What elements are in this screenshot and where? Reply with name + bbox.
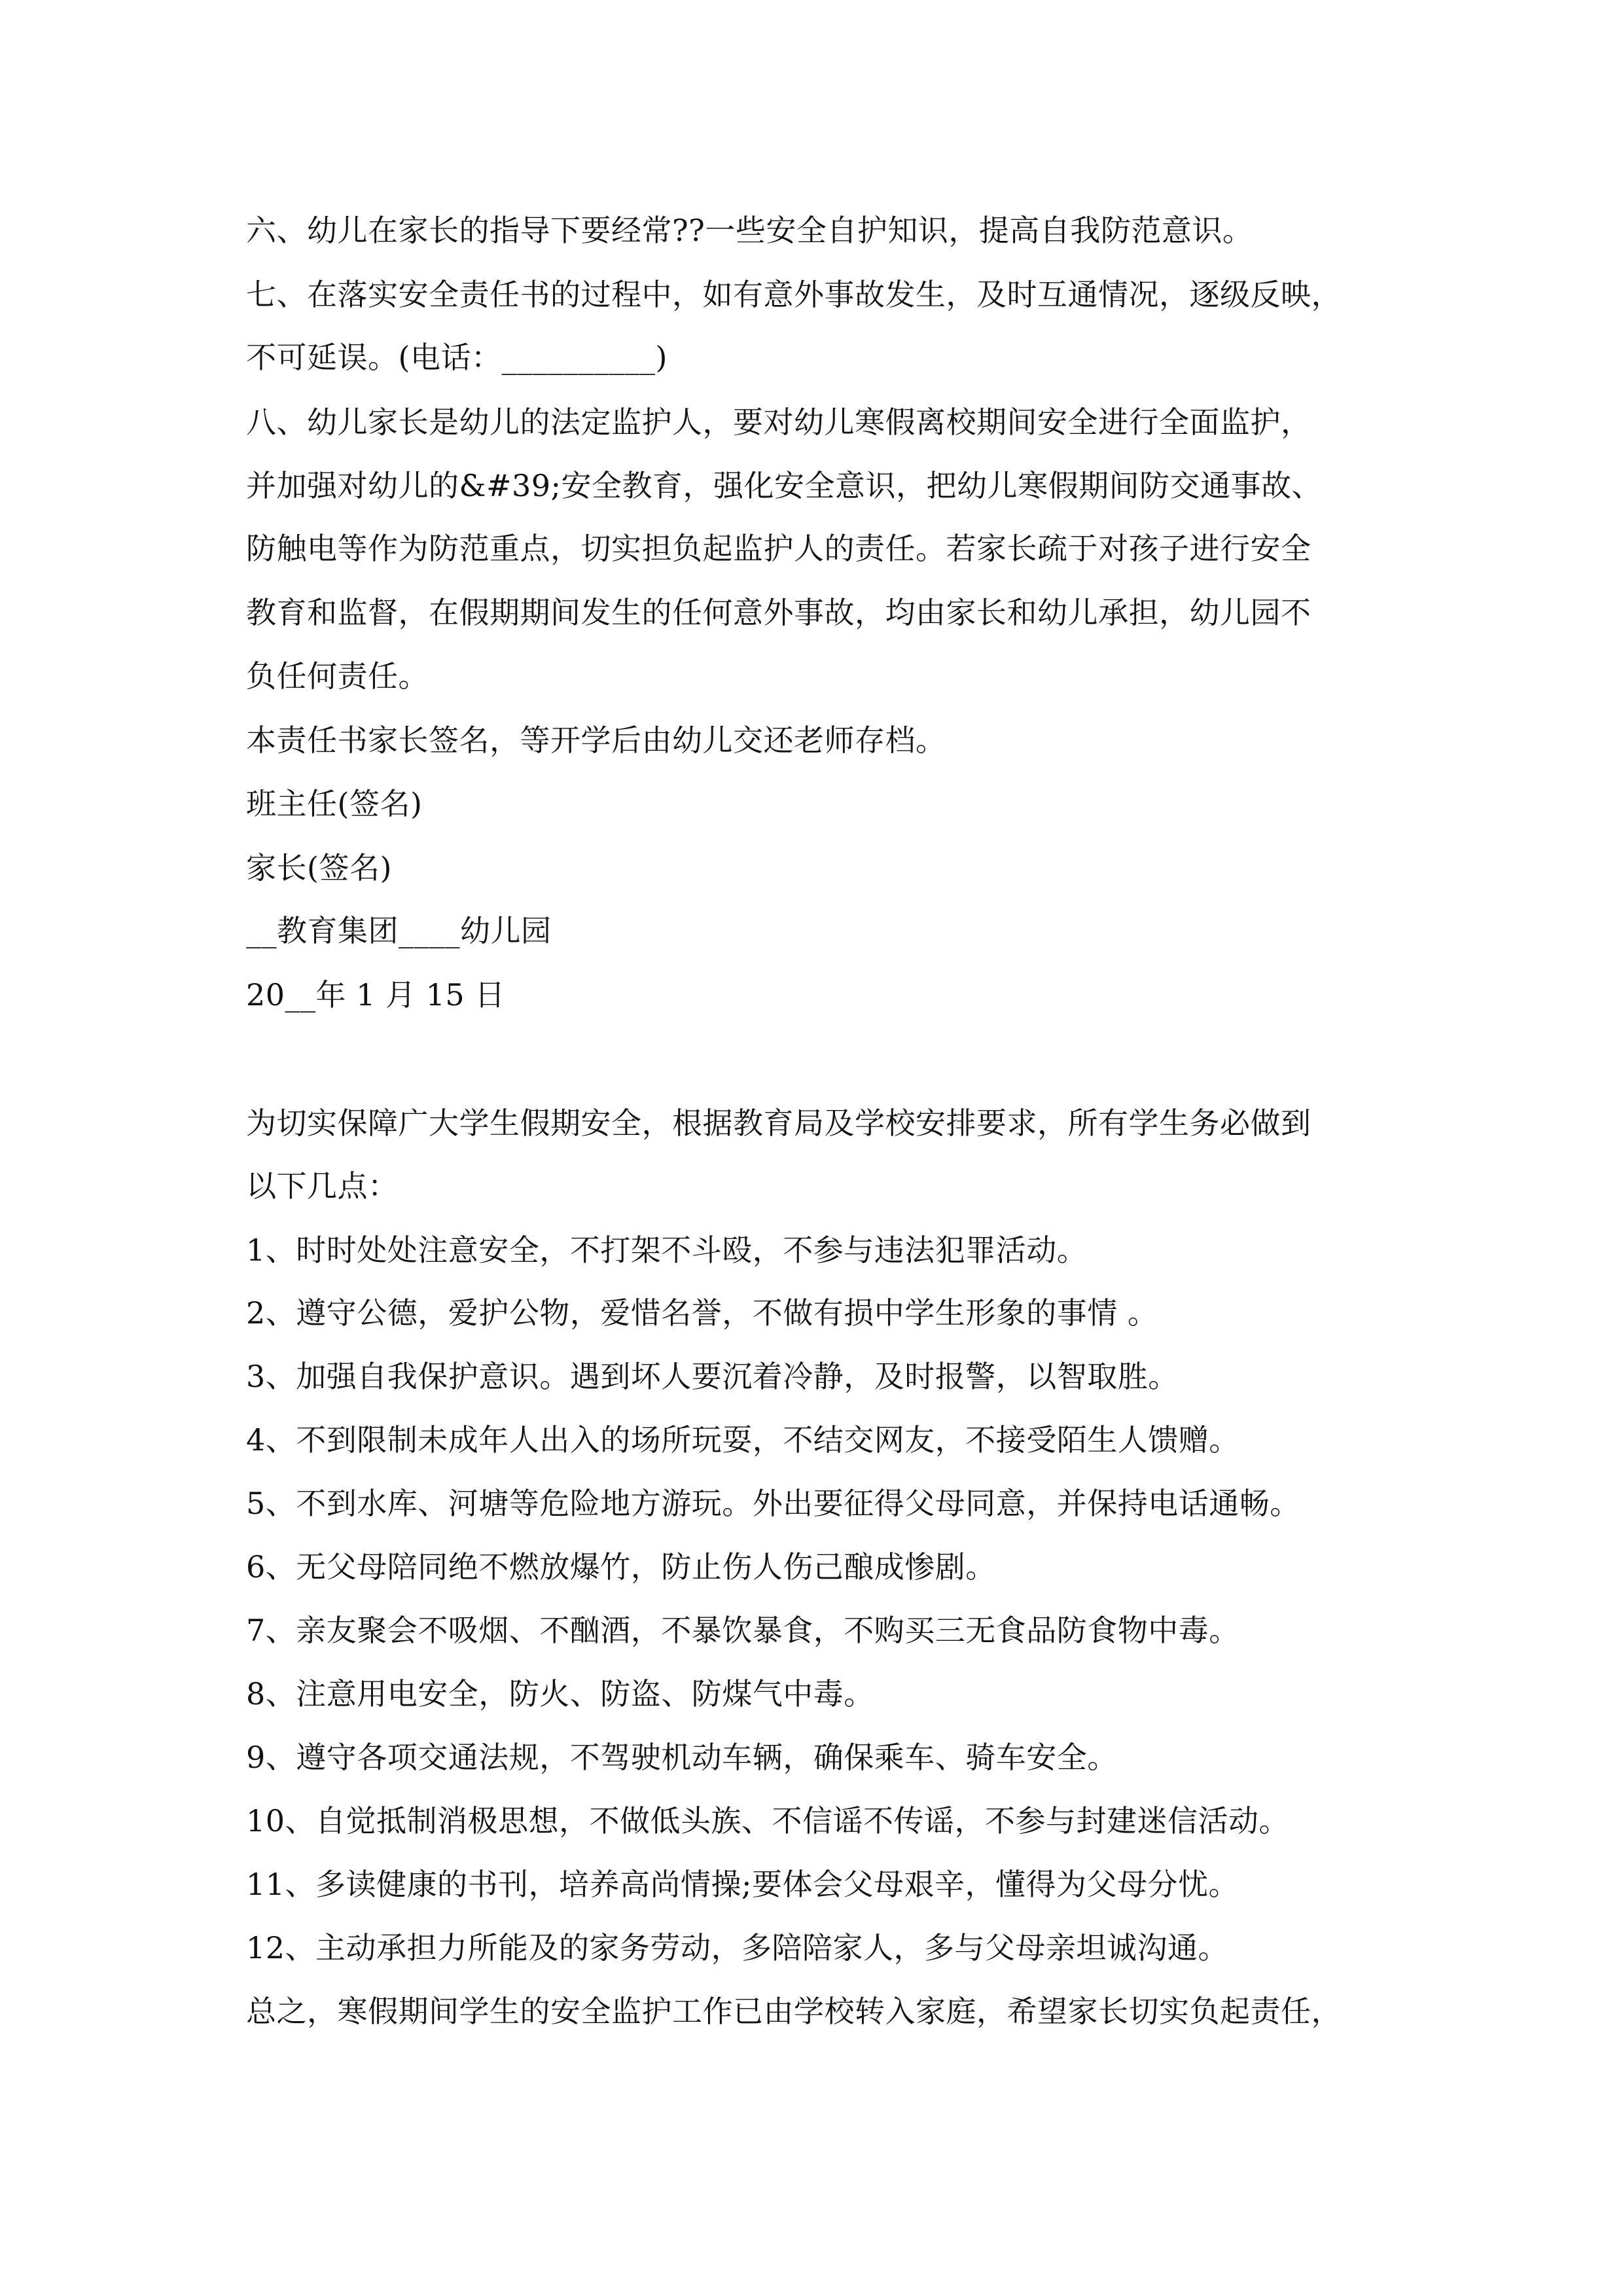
archive-note: 本责任书家长签名，等开学后由幼儿交还老师存档。 — [246, 723, 946, 758]
rule-item: 6、无父母陪同绝不燃放爆竹，防止伤人伤己酿成惨剧。 — [246, 1549, 996, 1585]
teacher-signature-label: 班主任(签名) — [246, 786, 423, 821]
parent-signature-label: 家长(签名) — [246, 850, 392, 886]
rule-item: 4、不到限制未成年人出入的场所玩耍，不结交网友，不接受陌生人馈赠。 — [246, 1422, 1240, 1458]
intro-line-1: 为切实保障广大学生假期安全，根据教育局及学校安排要求，所有学生务必做到 — [246, 1105, 1311, 1141]
rule-item: 1、时时处处注意安全，不打架不斗殴，不参与违法犯罪活动。 — [246, 1232, 1088, 1268]
rule-item: 5、不到水库、河塘等危险地方游玩。外出要征得父母同意，并保持电话通畅。 — [246, 1486, 1300, 1521]
organization-name: __教育集团____幼儿园 — [246, 913, 552, 948]
rule-item: 12、主动承担力所能及的家务劳动，多陪陪家人，多与父母亲坦诚沟通。 — [246, 1930, 1229, 1965]
rule-item: 3、加强自我保护意识。遇到坏人要沉着冷静，及时报警，以智取胜。 — [246, 1359, 1179, 1394]
item-8-line-4: 教育和监督，在假期期间发生的任何意外事故，均由家长和幼儿承担，幼儿园不 — [246, 595, 1311, 630]
intro-line-2: 以下几点： — [246, 1168, 399, 1204]
item-6: 六、幼儿在家长的指导下要经常??一些安全自护知识，提高自我防范意识。 — [246, 213, 1253, 248]
rule-item: 9、遵守各项交通法规，不驾驶机动车辆，确保乘车、骑车安全。 — [246, 1740, 1118, 1775]
item-7-line-1: 七、在落实安全责任书的过程中，如有意外事故发生，及时互通情况，逐级反映， — [246, 277, 1342, 312]
document-date: 20__年 1 月 15 日 — [246, 977, 505, 1013]
item-8-line-1: 八、幼儿家长是幼儿的法定监护人，要对幼儿寒假离校期间安全进行全面监护， — [246, 404, 1311, 440]
item-8-line-3: 防触电等作为防范重点，切实担负起监护人的责任。若家长疏于对孩子进行安全 — [246, 531, 1311, 566]
rule-item: 8、注意用电安全，防火、防盗、防煤气中毒。 — [246, 1676, 874, 1712]
item-8-line-2: 并加强对幼儿的&#39;安全教育，强化安全意识，把幼儿寒假期间防交通事故、 — [246, 468, 1323, 503]
rule-item: 7、亲友聚会不吸烟、不酗酒，不暴饮暴食，不购买三无食品防食物中毒。 — [246, 1613, 1240, 1648]
rule-item: 2、遵守公德，爱护公物，爱惜名誉，不做有损中学生形象的事情 。 — [246, 1295, 1158, 1331]
item-8-line-5: 负任何责任。 — [246, 658, 429, 694]
item-7-line-2: 不可延误。(电话：__________) — [246, 340, 668, 375]
rule-item: 10、自觉抵制消极思想，不做低头族、不信谣不传谣，不参与封建迷信活动。 — [246, 1803, 1290, 1839]
conclusion-line-1: 总之，寒假期间学生的安全监护工作已由学校转入家庭，希望家长切实负起责任， — [246, 1994, 1342, 2029]
rule-item: 11、多读健康的书刊，培养高尚情操;要体会父母艰辛，懂得为父母分忧。 — [246, 1867, 1240, 1902]
